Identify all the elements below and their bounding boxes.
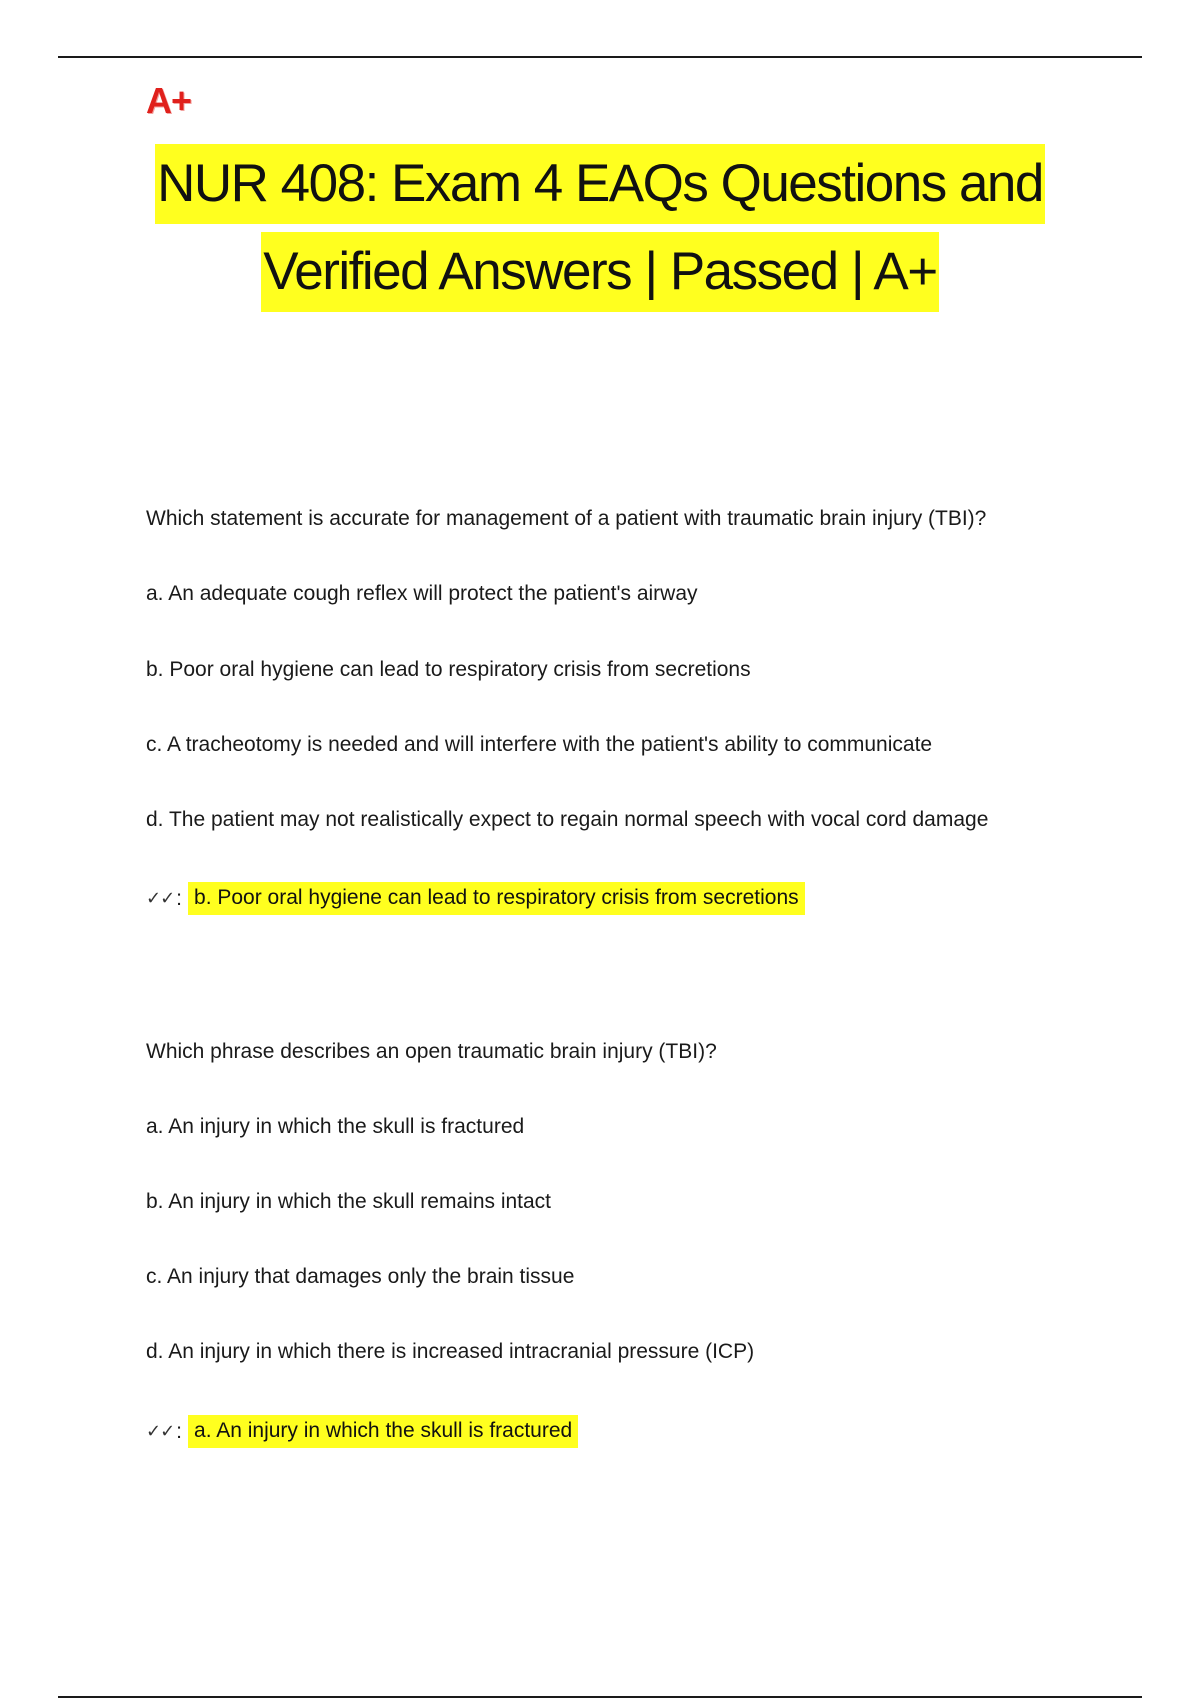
footer-rule (58, 1696, 1142, 1698)
question-2-stem: Which phrase describes an open traumatic brain injury (TBI)? (146, 1040, 717, 1063)
title-line-2: Verified Answers | Passed | A+ (261, 232, 938, 312)
question-1-option-b: b. Poor oral hygiene can lead to respiratory crisis from secretions (146, 658, 751, 681)
grade-logo: A+ (146, 80, 192, 121)
title-line-1: NUR 408: Exam 4 EAQs Questions and (155, 144, 1045, 224)
answer-colon: : (176, 1419, 183, 1443)
question-2-option-c: c. An injury that damages only the brain tissue (146, 1265, 575, 1288)
question-1-answer-row (146, 882, 805, 915)
double-check-icon: ✓✓ (146, 1421, 175, 1442)
question-1-option-a: a. An adequate cough reflex will protect the patient's airway (146, 582, 698, 605)
question-1-option-c: c. A tracheotomy is needed and will interfere with the patient's ability to communicate (146, 733, 933, 756)
header-rule (58, 56, 1142, 58)
question-2-answer: a. An injury in which the skull is fractured (188, 1415, 578, 1448)
question-2-answer-row (146, 1415, 578, 1448)
question-2-option-a: a. An injury in which the skull is fractured (146, 1115, 525, 1138)
question-2-option-d: d. An injury in which there is increased intracranial pressure (ICP) (146, 1340, 755, 1363)
question-1-answer: b. Poor oral hygiene can lead to respiratory crisis from secretions (188, 882, 805, 915)
double-check-icon: ✓✓ (146, 888, 175, 909)
answer-colon: : (176, 886, 183, 910)
question-1-option-d: d. The patient may not realistically expect to regain normal speech with vocal cord damage (146, 808, 989, 831)
document-title (0, 144, 1200, 312)
question-1-stem: Which statement is accurate for management of a patient with traumatic brain injury (TBI)? (146, 507, 987, 530)
question-2-option-b: b. An injury in which the skull remains intact (146, 1190, 552, 1213)
